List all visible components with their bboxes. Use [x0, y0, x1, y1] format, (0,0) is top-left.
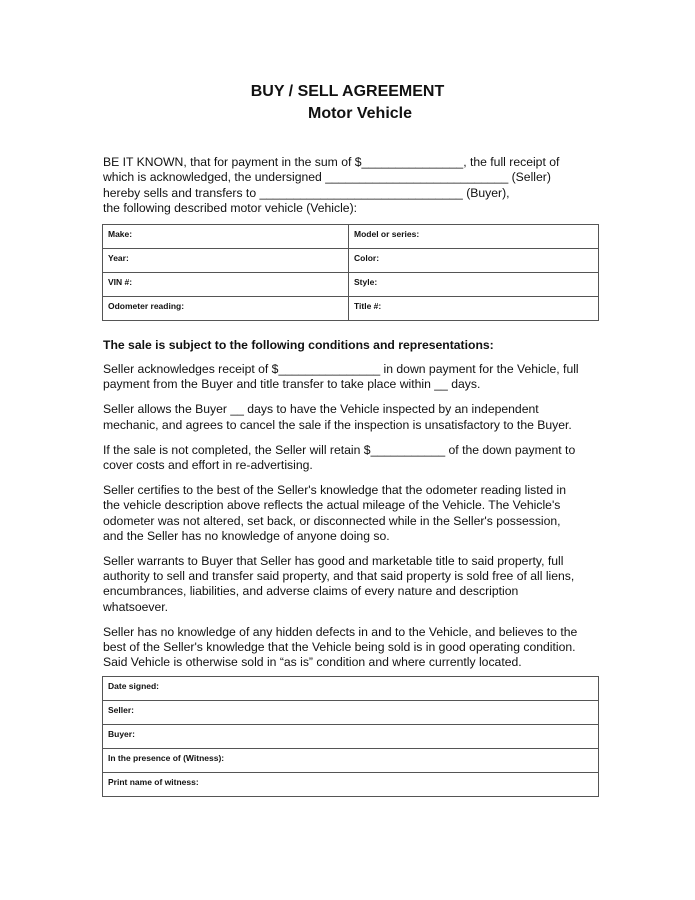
clause-line: odometer was not altered, set back, or disconnected while in the Seller's possession,	[103, 513, 561, 528]
model-series-field[interactable]: Model or series:	[349, 225, 599, 249]
clause-line: encumbrances, liabilities, and adverse claims of every nature and description	[103, 584, 519, 599]
odometer-field[interactable]: Odometer reading:	[103, 297, 349, 321]
intro-line: which is acknowledged, the undersigned ___________________________ (Seller)	[103, 170, 551, 185]
seller-signature-field[interactable]: Seller:	[103, 701, 599, 725]
conditions-heading: The sale is subject to the following conditions and representations:	[103, 338, 494, 352]
table-row	[103, 773, 599, 797]
intro-line: BE IT KNOWN, that for payment in the sum of $_______________, the full receipt of	[103, 155, 560, 169]
title-number-field[interactable]: Title #:	[349, 297, 599, 321]
clause-line: Seller warrants to Buyer that Seller has good and marketable title to said property, full	[103, 554, 564, 569]
retention-clause	[103, 443, 598, 473]
title-warranty-clause	[103, 554, 598, 615]
table-row	[103, 225, 599, 249]
conditions-list	[103, 362, 598, 680]
clause-line: Seller allows the Buyer __ days to have the Vehicle inspected by an independent	[103, 402, 539, 417]
clause-line: payment from the Buyer and title transfer to take place within __ days.	[103, 377, 481, 392]
table-row	[103, 249, 599, 273]
clause-line: best of the Seller's knowledge that the Vehicle being sold is in good operating condition.	[103, 640, 576, 655]
clause-line: Said Vehicle is otherwise sold in “as is” condition and where currently located.	[103, 655, 522, 670]
clause-line: cover costs and effort in re-advertising.	[103, 458, 313, 473]
intro-line: the following described motor vehicle (Vehicle):	[103, 200, 358, 215]
make-field[interactable]: Make:	[103, 225, 349, 249]
clause-line: the vehicle description above reflects the actual mileage of the Vehicle. The Vehicle's	[103, 498, 561, 513]
vehicle-details-table	[102, 224, 599, 321]
clause-line: and the Seller has no knowledge of anyone doing so.	[103, 528, 390, 543]
table-row	[103, 749, 599, 773]
document-subtitle: Motor Vehicle	[307, 105, 413, 122]
signature-table	[102, 676, 599, 797]
table-row	[103, 273, 599, 297]
odometer-clause	[103, 483, 598, 544]
inspection-clause	[103, 402, 598, 432]
clause-line: whatsoever.	[103, 599, 169, 614]
clause-line: Seller certifies to the best of the Seller's knowledge that the odometer reading listed in	[103, 483, 567, 498]
vin-field[interactable]: VIN #:	[103, 273, 349, 297]
witness-name-field[interactable]: Print name of witness:	[103, 773, 599, 797]
table-row	[103, 701, 599, 725]
clause-line: If the sale is not completed, the Seller will retain $___________ of the down payment to	[103, 442, 576, 457]
as-is-clause	[103, 625, 598, 671]
intro-line: hereby sells and transfers to ______________________________ (Buyer),	[103, 185, 510, 200]
down-payment-clause	[103, 362, 598, 392]
clause-line: Seller has no knowledge of any hidden defects in and to the Vehicle, and believes to the	[103, 624, 578, 639]
clause-line: Seller acknowledges receipt of $_______________ in down payment for the Vehicle, full	[103, 362, 579, 376]
year-field[interactable]: Year:	[103, 249, 349, 273]
witness-signature-field[interactable]: In the presence of (Witness):	[103, 749, 599, 773]
style-field[interactable]: Style:	[349, 273, 599, 297]
color-field[interactable]: Color:	[349, 249, 599, 273]
document-title: BUY / SELL AGREEMENT	[250, 83, 445, 100]
table-row	[103, 725, 599, 749]
intro-paragraph	[103, 155, 598, 216]
clause-line: authority to sell and transfer said property, and that said property is sold free of all liens,	[103, 569, 575, 584]
table-row	[103, 297, 599, 321]
buyer-signature-field[interactable]: Buyer:	[103, 725, 599, 749]
clause-line: mechanic, and agrees to cancel the sale if the inspection is unsatisfactory to the Buyer.	[103, 417, 572, 432]
date-signed-field[interactable]: Date signed:	[103, 677, 599, 701]
table-row	[103, 677, 599, 701]
